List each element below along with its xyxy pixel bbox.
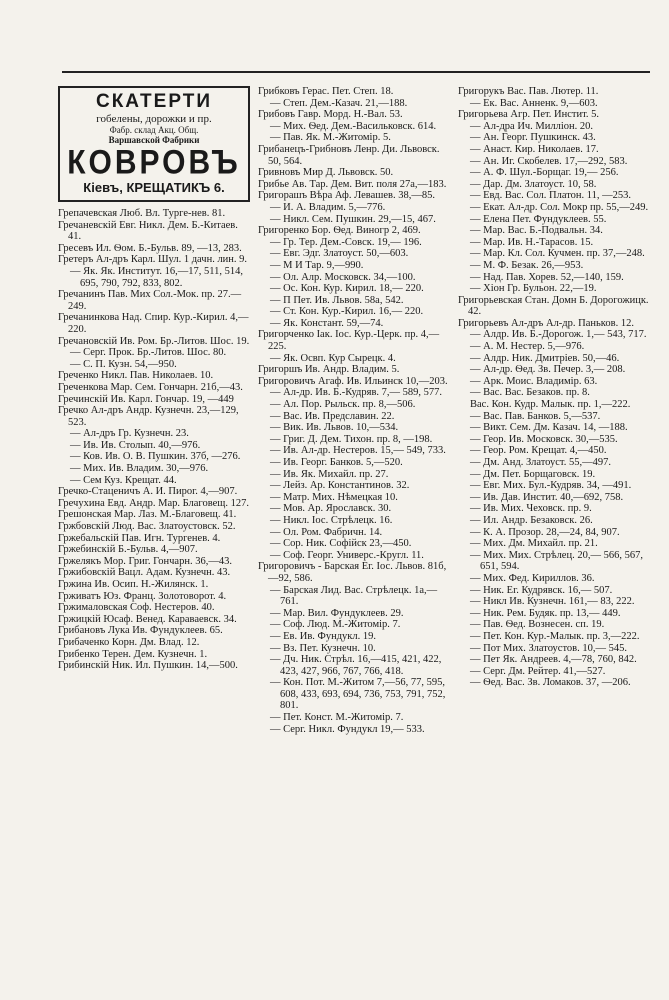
directory-entry: Гречановскій Ив. Ром. Бр.-Литов. Шос. 19. [58, 335, 250, 347]
directory-entry: Грибанецъ-Грибновъ Ленр. Ди. Львовск. 50, 564. [258, 143, 440, 167]
directory-entry: — Ков. Ив. О. В. Пушкин. 37б, —276. [70, 451, 241, 463]
column-1 [58, 86, 252, 986]
directory-entry: — Серг. Дм. Рейтер. 41,—527. [470, 665, 606, 677]
ad-factory: Варшавской Фабрики [108, 135, 200, 145]
directory-entry: Гречко-Стаценичъ А. И. Пирог. 4,—907. [58, 486, 238, 498]
directory-entry: — Вз. Пет. Кузнечн. 10. [270, 642, 376, 654]
ad-warehouse: Фабр. склад Акц. Общ. [109, 125, 199, 135]
directory-entry: — Алдр. Ник. Дмитріев. 50,—46. [470, 352, 620, 364]
directory-entry: — Ив. Ив. Столып. 40,—976. [70, 439, 201, 451]
directory-entry: — Пав. Ѳед. Вознесен. сп. 19. [470, 619, 605, 631]
directory-entry: — Ил. Андр. Безаковск. 26. [470, 514, 593, 526]
directory-entry: — Ан. Иг. Скобелев. 17,—292, 583. [470, 155, 628, 167]
directory-entry: — Ник. Ег. Кудрявск. 16,— 507. [470, 584, 613, 596]
ad-headline: СКАТЕРТИ [95, 91, 213, 112]
directory-entry: — Мов. Ар. Ярославск. 30. [270, 503, 392, 515]
directory-entry: — Пет. Кон. Кур.-Малык. пр. 3,—222. [470, 630, 640, 642]
directory-entry: — Серг. Никл. Фундукл 19,— 533. [270, 723, 425, 735]
directory-entry: — Григ. Д. Дем. Тихон. пр. 8, —198. [270, 433, 433, 445]
directory-entry: — Над. Пав. Хорев. 52,—140, 159. [470, 271, 624, 283]
directory-entry: — Мар. Вас. Б.-Подвальн. 34. [470, 225, 603, 237]
directory-entry: — Ол. Алр. Московск. 34,—100. [270, 271, 416, 283]
directory-entry: Гресевъ Ил. Ѳом. Б.-Бульв. 89, —13, 283. [58, 242, 242, 254]
directory-entry: Грибенко Терен. Дем. Кузнечн. 1. [58, 648, 208, 660]
directory-entry: — Ник. Рем. Будяк. пр. 13,— 449. [470, 607, 621, 619]
directory-entry: — И. А. Владим. 5,—776. [270, 201, 386, 213]
directory-entry: Грибинскій Ник. Ил. Пушкин. 14,—500. [58, 660, 238, 672]
directory-entry: — Лейз. Ар. Константинов. 32. [270, 480, 410, 492]
directory-entry: — Мих. Ив. Владим. 30,—976. [70, 463, 209, 475]
directory-entry: — Вик. Ив. Львов. 10,—534. [270, 422, 399, 434]
directory-entry: — Евг. Эдг. Златоуст. 50,—603. [270, 248, 409, 260]
directory-entry: — Дм. Анд. Златоуст. 55,—497. [470, 457, 611, 468]
directory-entry: — Никл. Сем. Пушкин. 29,—15, 467. [270, 213, 436, 225]
directory-entry: — Вас. Ив. Предславин. 22. [270, 410, 395, 422]
directory-entry: Гржималовская Соф. Нестеров. 40. [58, 602, 215, 614]
directory-entry: — А. М. Нестер. 5,—976. [470, 341, 585, 353]
directory-entry: — Дм. Пет. Борщаговск. 19. [470, 468, 596, 480]
ad-address: Кіевъ, КРЕЩАТИКЪ 6. [83, 180, 225, 195]
directory-entry: — Мар. Вил. Фундуклеев. 29. [270, 607, 404, 619]
directory-entry: — Кон. Пот. М.-Житом 7,—56, 77, 595, 608, 433, 693, 694, 736, 753, 791, 752, 801. [270, 677, 446, 712]
column-3 [458, 86, 652, 986]
directory-entry: — Як. Освп. Кур Сырецк. 4. [270, 352, 396, 364]
directory-entry: — Ал-др. Ѳед. Зв. Печер. 3,— 208. [470, 364, 626, 376]
directory-entry: — Ос. Кон. Кур. Кирил. 18,— 220. [270, 283, 424, 295]
directory-entry: Вас. Кон. Кудр. Малык. пр. 1,—222. [470, 399, 631, 411]
directory-entry: — Соф. Люд. М.-Житомір. 7. [270, 619, 401, 631]
directory-entry: Григоровичъ - Барская Ег. Іос. Львов. 81б,—92, 586. [258, 561, 447, 584]
directory-entry: — Пет Як. Андреев. 4,—78, 760, 842. [470, 654, 637, 666]
directory-entry: — Матр. Мих. Нѣмецкая 10. [270, 491, 398, 503]
directory-entry: Григорьевская Стан. Домн Б. Дорогожицк. 42. [458, 294, 649, 318]
directory-entry: — Ан. Георг. Пушкинск. 43. [470, 132, 596, 144]
directory-entry: — Вас. Пав. Банков. 5,—537. [470, 410, 601, 422]
directory-entry: Гржебальскій Пав. Игн. Тургенев. 4. [58, 532, 221, 544]
directory-entry: — Ив. Георг. Банков. 5,—520. [270, 457, 403, 468]
directory-entry: — М И Тар. 9,—990. [270, 259, 364, 271]
directory-entry: Григоренко Бор. Ѳед. Виногр 2, 469. [258, 225, 421, 237]
directory-entry: — Ив. Як. Михайл. пр. 27. [270, 468, 389, 480]
directory-entry: — Елена Пет. Фундуклеев. 55. [470, 213, 607, 225]
directory-entry: — Екат. Ал-др. Сол. Мокр пр. 55,—249. [470, 201, 649, 213]
directory-entry: — Як. Як. Институт. 16,—17, 511, 514, 695, 790, 792, 833, 802. [70, 265, 244, 289]
directory-entry: Григорьевъ Ал-дръ Ал-др. Паньков. 12. [458, 317, 634, 329]
directory-entry: — Гр. Тер. Дем.-Совск. 19,— 196. [270, 236, 422, 248]
directory-entry: — Мих. Ѳед. Дем.-Васильковск. 614. [270, 120, 437, 132]
directory-entry: Греченко Никл. Пав. Николаев. 10. [58, 370, 214, 382]
directory-entry: — Алдр. Ив. Б.-Дорогож. 1,— 543, 717. [470, 329, 647, 341]
directory-entry: Гречанинкова Над. Спир. Кур.-Кирил. 4,—220. [58, 312, 249, 335]
directory-entry: Грживатъ Юз. Франц. Золотоворот. 4. [58, 590, 227, 602]
directory-entry: Григорукъ Вас. Пав. Лютер. 11. [458, 86, 599, 97]
directory-entry: Грибановъ Лука Ив. Фундуклеев. 65. [58, 625, 223, 637]
directory-entry: — Мар. Ив. Н.-Тарасов. 15. [470, 236, 594, 248]
ad-subline: гобелены, дорожки и пр. [96, 113, 212, 125]
directory-entry: — Дар. Дм. Златоуст. 10, 58. [470, 178, 597, 190]
directory-entry: — Никл Ив. Кузнечн. 161,— 83, 222. [470, 596, 635, 608]
carpet-advertisement [58, 86, 250, 202]
directory-entry: Грибье Ав. Тар. Дем. Вит. поля 27а,—183. [258, 178, 447, 190]
directory-entry: Гречухина Евд. Андр. Мар. Благовещ. 127. [58, 497, 249, 509]
directory-entry: Гржина Ив. Осип. Н.-Жилянск. 1. [58, 579, 209, 590]
directory-entry: — Викт. Сем. Дм. Казач. 14, —188. [470, 422, 628, 434]
directory-entry: — А. Ф. Шул.-Борщаг. 19,— 256. [470, 167, 619, 179]
directory-entry: — Пот Мих. Златоустов. 10,— 545. [470, 642, 627, 654]
directory-entry: Гржицкій Юсаф. Венед. Караваевск. 34. [58, 613, 237, 625]
directory-entry: — Геор. Ром. Крещат. 4,—450. [470, 445, 607, 457]
directory-entry: — Ив. Мих. Чеховск. пр. 9. [470, 503, 592, 515]
directory-entry: Григоровичъ Агаф. Ив. Ильинск 10,—203. [258, 375, 448, 387]
directory-entry: — Ал-др. Ив. Б.-Кудряв. 7,— 589, 577. [270, 387, 443, 399]
directory-entry: Гржбовскій Люд. Вас. Златоустовск. 52. [58, 521, 236, 533]
directory-page [58, 86, 652, 986]
directory-entry: — Ал-дра Ич. Милліон. 20. [470, 120, 594, 132]
directory-entry: — Ол. Ром. Фабричн. 14. [270, 526, 383, 538]
directory-entry: — П Пет. Ив. Львов. 58а, 542. [270, 294, 404, 306]
directory-entry: Григорченко Іак. Іос. Кур.-Церк. пр. 4,—225. [258, 329, 440, 353]
directory-entry: — К. А. Прозор. 28,—24, 84, 907. [470, 526, 620, 538]
directory-entry: — Мих. Дм. Михайл. пр. 21. [470, 538, 598, 550]
directory-entry: — Ив. Ал-др. Нестеров. 15,— 549, 733. [270, 445, 446, 457]
directory-entry: — Мар. Кл. Сол. Кучмен. пр. 37,—248. [470, 248, 645, 260]
directory-entry: — Ив. Дав. Инстит. 40,—692, 758. [470, 491, 624, 503]
directory-entry: — Дч. Ник. Стрѣл. 16,—415, 421, 422, 423, 427, 966, 767, 766, 418. [270, 654, 442, 677]
directory-entry: — Ев. Ив. Фундукл. 19. [270, 630, 377, 642]
directory-entry: Гржебинскій Б.-Бульв. 4,—907. [58, 544, 198, 556]
directory-entry: Грибаченко Корн. Дм. Влад. 12. [58, 636, 200, 648]
directory-entry: Грепачевская Люб. Вл. Турге-нев. 81. [58, 208, 226, 219]
directory-entry: — Як. Констант. 59,—74. [270, 317, 384, 329]
directory-entry: Гривновъ Мир Д. Львовск. 50. [258, 167, 394, 179]
directory-entry: — Сор. Ник. Софійск 23,—450. [270, 538, 412, 550]
directory-entry: — М. Ф. Безак. 26,—953. [470, 259, 584, 271]
directory-entry: — Хіон Гр. Бульон. 22,—19. [470, 283, 597, 295]
directory-entry: Гржибовскій Вацл. Адам. Кузнечн. 43. [58, 567, 231, 579]
directory-entry: — Евд. Вас. Сол. Платон. 11, —253. [470, 190, 632, 202]
directory-entry: — Ек. Вас. Анненк. 9,—603. [470, 97, 598, 109]
directory-entry: Гречаневскій Евг. Никл. Дем. Б.-Китаев. 41. [58, 219, 238, 243]
directory-entry: Греченкова Мар. Сем. Гончарн. 21б,—43. [58, 381, 243, 393]
directory-entry: — Арк. Моис. Владимір. 63. [470, 375, 598, 387]
directory-entry: — Мих. Мих. Стрѣлец. 20,— 566, 567, 651, 594. [470, 549, 643, 573]
directory-entry: — Евг. Мих. Бул.-Кудряв. 34, —491. [470, 480, 632, 492]
directory-entry: — Ал-дръ Гр. Кузнечн. 23. [70, 428, 189, 440]
directory-entry: Гречинскій Ив. Карл. Гончар. 19, —449 [58, 393, 234, 405]
directory-entry: — Сем Куз. Крещат. 44. [70, 474, 177, 486]
directory-entry: — Пав. Як. М.-Житомір. 5. [270, 132, 391, 144]
directory-entry: Гретеръ Ал-дръ Карл. Шул. 1 дачн. лин. 9. [58, 254, 248, 266]
directory-entry: — Ѳед. Вас. Зв. Ломаков. 37, —206. [470, 677, 631, 689]
directory-entry: — Серг. Прок. Бр.-Литов. Шос. 80. [70, 347, 227, 359]
directory-entry: — Геор. Ив. Московск. 30,—535. [470, 433, 618, 445]
directory-entry: — Соф. Георг. Универс.-Кругл. 11. [270, 549, 424, 561]
directory-entry: — С. П. Кузн. 54,—950. [70, 358, 177, 370]
directory-entry: — Анаст. Кир. Николаев. 17. [470, 143, 599, 155]
directory-entry: Гречанинъ Пав. Мих Сол.-Мок. пр. 27.—249. [58, 289, 242, 312]
directory-entry: Грибковъ Герас. Пет. Степ. 18. [258, 86, 394, 97]
directory-entry: Григорьева Агр. Пет. Инстит. 5. [458, 109, 600, 121]
directory-entry: — Ст. Кон. Кур.-Кирил. 16,— 220. [270, 306, 424, 318]
ad-carpets: КОВРОВЪ [67, 143, 241, 182]
directory-entry: Гржелякъ Мор. Григ. Гончарн. 36,—43. [58, 555, 232, 567]
header-rule [62, 71, 650, 73]
column-2 [258, 86, 452, 986]
directory-entry: — Никл. Іос. Стрѣлецк. 16. [270, 514, 393, 526]
directory-entry: Гречко Ал-дръ Андр. Кузнечн. 23,—129, 523. [58, 405, 239, 428]
directory-entry: Грибовъ Гавр. Морд. Н.-Вал. 53. [258, 109, 403, 121]
directory-entry: — Пет. Конст. М.-Житомір. 7. [270, 712, 404, 724]
directory-entry: — Мих. Фед. Кириллов. 36. [470, 572, 595, 584]
directory-entry: — Степ. Дем.-Казач. 21,—188. [270, 97, 408, 109]
directory-entry: — Вас. Вас. Безаков. пр. 8. [470, 387, 590, 399]
directory-entry: Григоршъ Ив. Андр. Владим. 5. [258, 364, 400, 376]
directory-entry: Грешонская Мар. Лаз. М.-Благовещ. 41. [58, 509, 237, 521]
directory-entry: Григорашъ Вѣра Аф. Левашев. 38,—85. [258, 190, 435, 202]
directory-entry: — Ал. Пор. Рыльск. пр. 8,—506. [270, 399, 416, 411]
directory-entry: — Барская Лид. Вас. Стрѣлецк. 1а,—761. [270, 584, 438, 608]
